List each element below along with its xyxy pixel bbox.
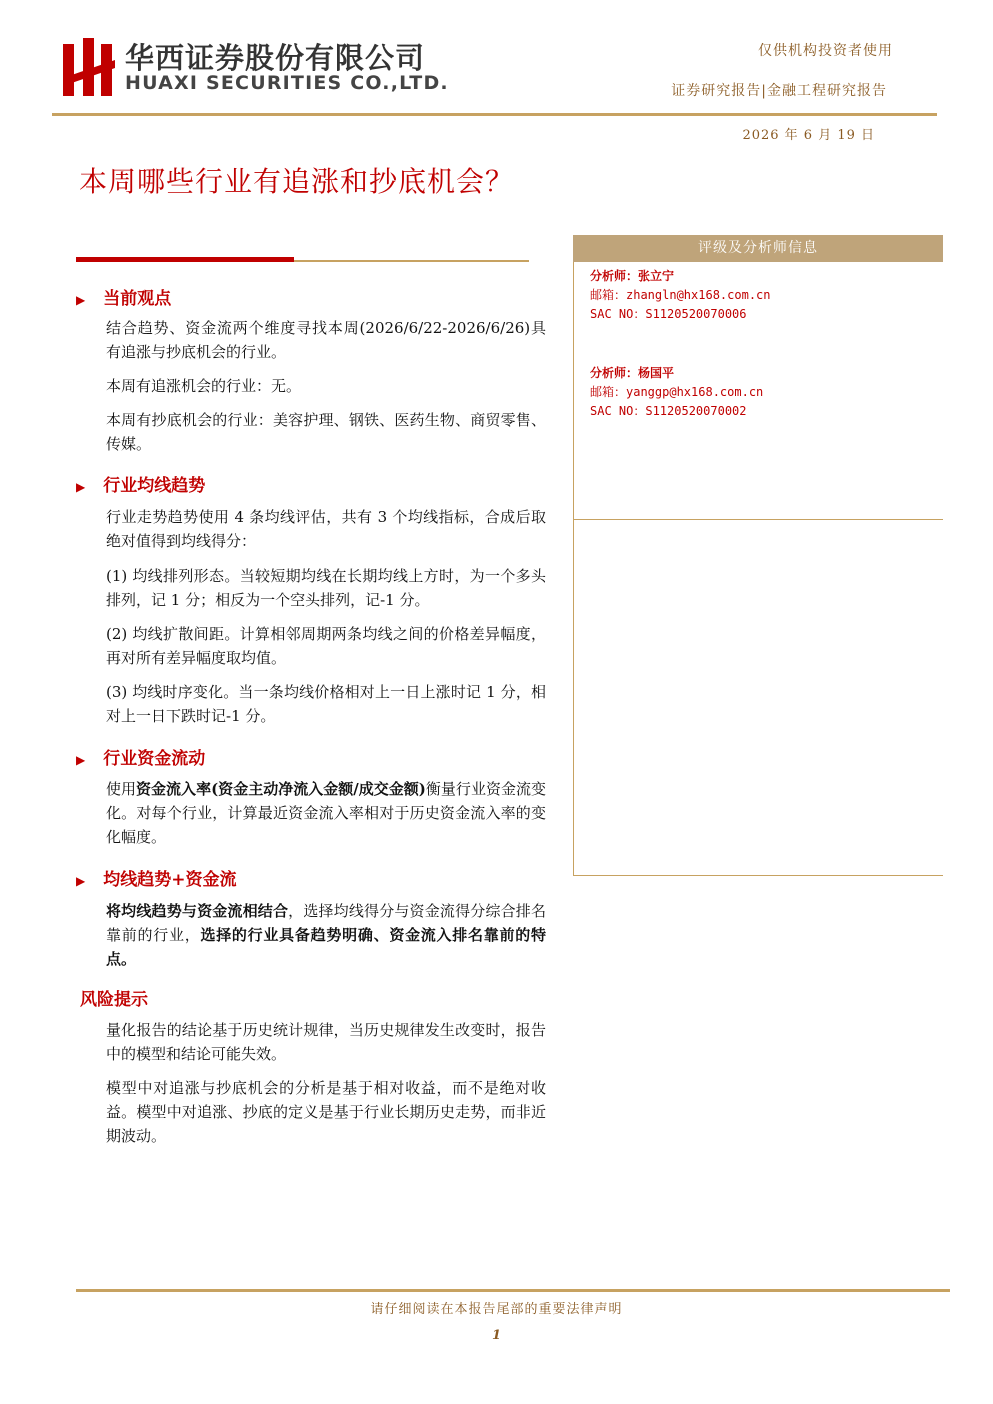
triangle-bullet-icon: ▶ [76, 874, 86, 888]
company-name-en: HUAXI SECURITIES CO.,LTD. [125, 72, 449, 94]
analyst-sac: SAC NO：S1120520070002 [590, 404, 747, 418]
risk-heading: 风险提示 [80, 990, 148, 1010]
paragraph: (1) 均线排列形态。当较短期均线在长期均线上方时，为一个多头排列，记 1 分；相反为一个空头排列，记-1 分。 [106, 567, 546, 609]
footer-divider [76, 1289, 950, 1292]
audience-note: 仅供机构投资者使用 [758, 43, 893, 59]
paragraph: (2) 均线扩散间距。计算相邻周期两条均线之间的价格差异幅度，再对所有差异幅度取均值。 [106, 625, 546, 667]
report-title: 本周哪些行业有追涨和抄底机会？ [79, 165, 515, 198]
analyst-email[interactable]: 邮箱：zhangln@hx168.com.cn [590, 288, 771, 302]
paragraph: 行业走势趋势使用 4 条均线评估，共有 3 个均线指标，合成后取绝对值得到均线得分： [106, 508, 546, 550]
triangle-bullet-icon: ▶ [76, 293, 86, 307]
title-accent-bar [76, 257, 294, 262]
page-number: 1 [491, 1328, 502, 1343]
report-date: 2026 年 6 月 19 日 [742, 128, 875, 143]
analyst-name: 分析师：杨国平 [590, 366, 675, 380]
paragraph: 将均线趋势与资金流相结合，选择均线得分与资金流得分综合排名靠前的行业，选择的行业具备趋势明确、资金流入排名靠前的特点。 [106, 902, 546, 968]
sidebar-border [573, 262, 574, 876]
header-divider [52, 113, 937, 116]
analyst-name: 分析师：张立宁 [590, 269, 675, 283]
analyst-sac: SAC NO：S1120520070006 [590, 307, 747, 321]
paragraph: (3) 均线时序变化。当一条均线价格相对上一日上涨时记 1 分，相对上一日下跌时记-1 分。 [106, 683, 546, 725]
paragraph: 本周有追涨机会的行业：无。 [106, 377, 302, 395]
paragraph: 本周有抄底机会的行业：美容护理、钢铁、医药生物、商贸零售、传媒。 [106, 411, 546, 453]
paragraph: 量化报告的结论基于历史统计规律，当历史规律发生改变时，报告中的模型和结论可能失效。 [106, 1021, 546, 1063]
section-heading-ma-trend: ▶ 行业均线趋势 [76, 476, 206, 496]
section-heading-fund-flow: ▶ 行业资金流动 [76, 749, 206, 769]
analyst-card [590, 364, 763, 421]
triangle-bullet-icon: ▶ [76, 753, 86, 767]
analyst-email[interactable]: 邮箱：yanggp@hx168.com.cn [590, 385, 764, 399]
triangle-bullet-icon: ▶ [76, 480, 86, 494]
paragraph: 模型中对追涨与抄底机会的分析是基于相对收益，而不是绝对收益。模型中对追涨、抄底的定义是基于行业长期历史走势，而非近期波动。 [106, 1079, 546, 1145]
sidebar-divider [573, 875, 943, 876]
company-name-cn: 华西证券股份有限公司 [125, 41, 426, 75]
analyst-card [590, 267, 771, 324]
section-heading-current-view: ▶ 当前观点 [76, 289, 172, 309]
paragraph: 结合趋势、资金流两个维度寻找本周(2026/6/22-2026/6/26)具有追涨与抄底机会的行业。 [106, 319, 546, 361]
huaxi-logo-icon [63, 38, 115, 96]
sidebar-divider [573, 519, 943, 520]
report-type: 证券研究报告|金融工程研究报告 [671, 83, 887, 99]
sidebar-heading: 评级及分析师信息 [573, 235, 943, 262]
section-heading-combined: ▶ 均线趋势+资金流 [76, 870, 237, 890]
legal-notice: 请仔细阅读在本报告尾部的重要法律声明 [370, 1302, 623, 1317]
title-accent-line [294, 260, 529, 262]
paragraph: 使用资金流入率(资金主动净流入金额/成交金额)衡量行业资金流变化。对每个行业，计算最近资金流入率相对于历史资金流入率的变化幅度。 [106, 780, 546, 846]
